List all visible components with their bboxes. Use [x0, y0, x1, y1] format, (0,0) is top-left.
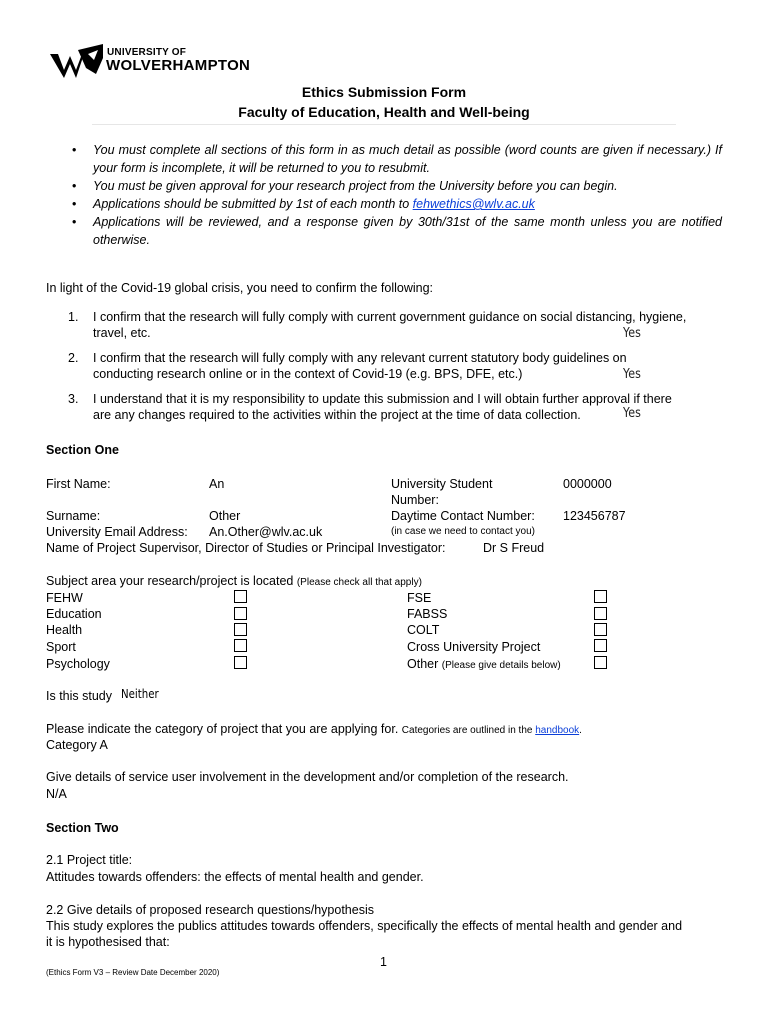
- university-logo: [48, 44, 251, 84]
- instruction-item: • You must be given approval for your research project from the University before you can begin.: [72, 179, 618, 193]
- form-subtitle: Faculty of Education, Health and Well-being: [238, 104, 530, 120]
- confirmation-1-answer[interactable]: Yes: [623, 326, 641, 341]
- section-one-heading: Section One: [46, 443, 119, 457]
- subject-fabss-label: FABSS: [407, 607, 448, 621]
- subject-psychology-label: Psychology: [46, 657, 110, 671]
- service-user-label: Give details of service user involvement in the development and/or completion of the research.: [46, 770, 569, 784]
- student-number-label-2: Number:: [391, 493, 439, 507]
- project-title-value[interactable]: Attitudes towards offenders: the effects of mental health and gender.: [46, 870, 424, 884]
- research-questions-label: 2.2 Give details of proposed research questions/hypothesis: [46, 903, 374, 917]
- project-title-label: 2.1 Project title:: [46, 853, 133, 867]
- checkbox-fse[interactable]: [594, 590, 607, 603]
- service-user-value[interactable]: N/A: [46, 787, 67, 801]
- subject-other-label: Other (Please give details below): [407, 657, 561, 671]
- subject-colt-label: COLT: [407, 623, 440, 637]
- first-name-value[interactable]: An: [209, 477, 225, 491]
- checkbox-fabss[interactable]: [594, 607, 607, 620]
- confirmation-3-answer[interactable]: Yes: [623, 406, 641, 421]
- instruction-item: • Applications should be submitted by 1st of each month to fehwethics@wlv.ac.uk: [72, 197, 535, 211]
- category-label: Please indicate the category of project that you are applying for. Categories are outlined in the handbook.: [46, 722, 582, 736]
- form-title: Ethics Submission Form: [301, 84, 467, 100]
- handbook-link[interactable]: handbook: [535, 725, 580, 736]
- research-questions-value-line2[interactable]: it is hypothesised that:: [46, 935, 170, 949]
- checkbox-health[interactable]: [234, 623, 247, 636]
- checkbox-sport[interactable]: [234, 639, 247, 652]
- daytime-contact-value[interactable]: 123456787: [563, 509, 626, 523]
- checkbox-education[interactable]: [234, 607, 247, 620]
- student-number-label: University Student: [391, 477, 493, 491]
- email-value[interactable]: An.Other@wlv.ac.uk: [209, 525, 323, 539]
- daytime-contact-label: Daytime Contact Number:: [391, 509, 535, 523]
- subject-health-label: Health: [46, 623, 83, 637]
- divider: [92, 124, 676, 125]
- checkbox-colt[interactable]: [594, 623, 607, 636]
- email-link[interactable]: fehwethics@wlv.ac.uk: [412, 197, 535, 211]
- instruction-item: • Applications will be reviewed, and a response given by 30th/31st of the same month unless you are notified otherwise.: [72, 215, 722, 247]
- checkbox-cross-university[interactable]: [594, 639, 607, 652]
- confirmation-item: 1. I confirm that the research will fully comply with current government guidance on social distancing, hygiene, travel, etc.: [68, 310, 687, 340]
- supervisor-value[interactable]: Dr S Freud: [483, 541, 545, 555]
- wolf-logo-icon: [48, 44, 104, 80]
- confirmation-item: 3. I understand that it is my responsibility to update this submission and I will obtain further approval if there are any changes required to the activities within the project at the time of data collection.: [68, 392, 672, 422]
- surname-value[interactable]: Other: [209, 509, 241, 523]
- first-name-label: First Name:: [46, 477, 111, 491]
- section-two-heading: Section Two: [46, 821, 119, 835]
- category-value[interactable]: Category A: [46, 738, 108, 752]
- checkbox-other[interactable]: [594, 656, 607, 669]
- confirmation-2-answer[interactable]: Yes: [623, 367, 641, 382]
- subject-area-label: Subject area your research/project is located (Please check all that apply): [46, 574, 422, 588]
- study-type-select[interactable]: Neither: [121, 687, 159, 701]
- subject-cross-university-label: Cross University Project: [407, 640, 541, 654]
- checkbox-fehw[interactable]: [234, 590, 247, 603]
- subject-sport-label: Sport: [46, 640, 76, 654]
- email-label: University Email Address:: [46, 525, 188, 539]
- subject-fse-label: FSE: [407, 591, 432, 605]
- checkbox-psychology[interactable]: [234, 656, 247, 669]
- page-number: 1: [380, 955, 387, 969]
- student-number-value[interactable]: 0000000: [563, 477, 612, 491]
- surname-label: Surname:: [46, 509, 101, 523]
- research-questions-value-line1[interactable]: This study explores the publics attitudes towards offenders, specifically the effects of mental health and gender and: [46, 919, 683, 933]
- instructions-list: [72, 141, 722, 249]
- form-version: (Ethics Form V3 – Review Date December 2020): [46, 968, 220, 977]
- logo-line1: UNIVERSITY OF: [107, 47, 187, 58]
- subject-education-label: Education: [46, 607, 102, 621]
- subject-fehw-label: FEHW: [46, 591, 83, 605]
- covid-intro: In light of the Covid-19 global crisis, you need to confirm the following:: [46, 281, 434, 295]
- supervisor-label: Name of Project Supervisor, Director of Studies or Principal Investigator:: [46, 541, 446, 555]
- logo-line2: WOLVERHAMPTON: [106, 57, 251, 74]
- daytime-contact-note: (in case we need to contact you): [391, 526, 535, 537]
- confirmation-item: 2. I confirm that the research will fully comply with any relevant current statutory body guidelines on conducting research online or in the context of Covid-19 (e.g. BPS, DFE, etc.): [68, 351, 627, 381]
- study-type-label: Is this study: [46, 689, 112, 703]
- instruction-item: • You must complete all sections of this form in as much detail as possible (word counts are given if necessary.) If your form is incomplete, it will be returned to you to resubmit.: [72, 143, 722, 175]
